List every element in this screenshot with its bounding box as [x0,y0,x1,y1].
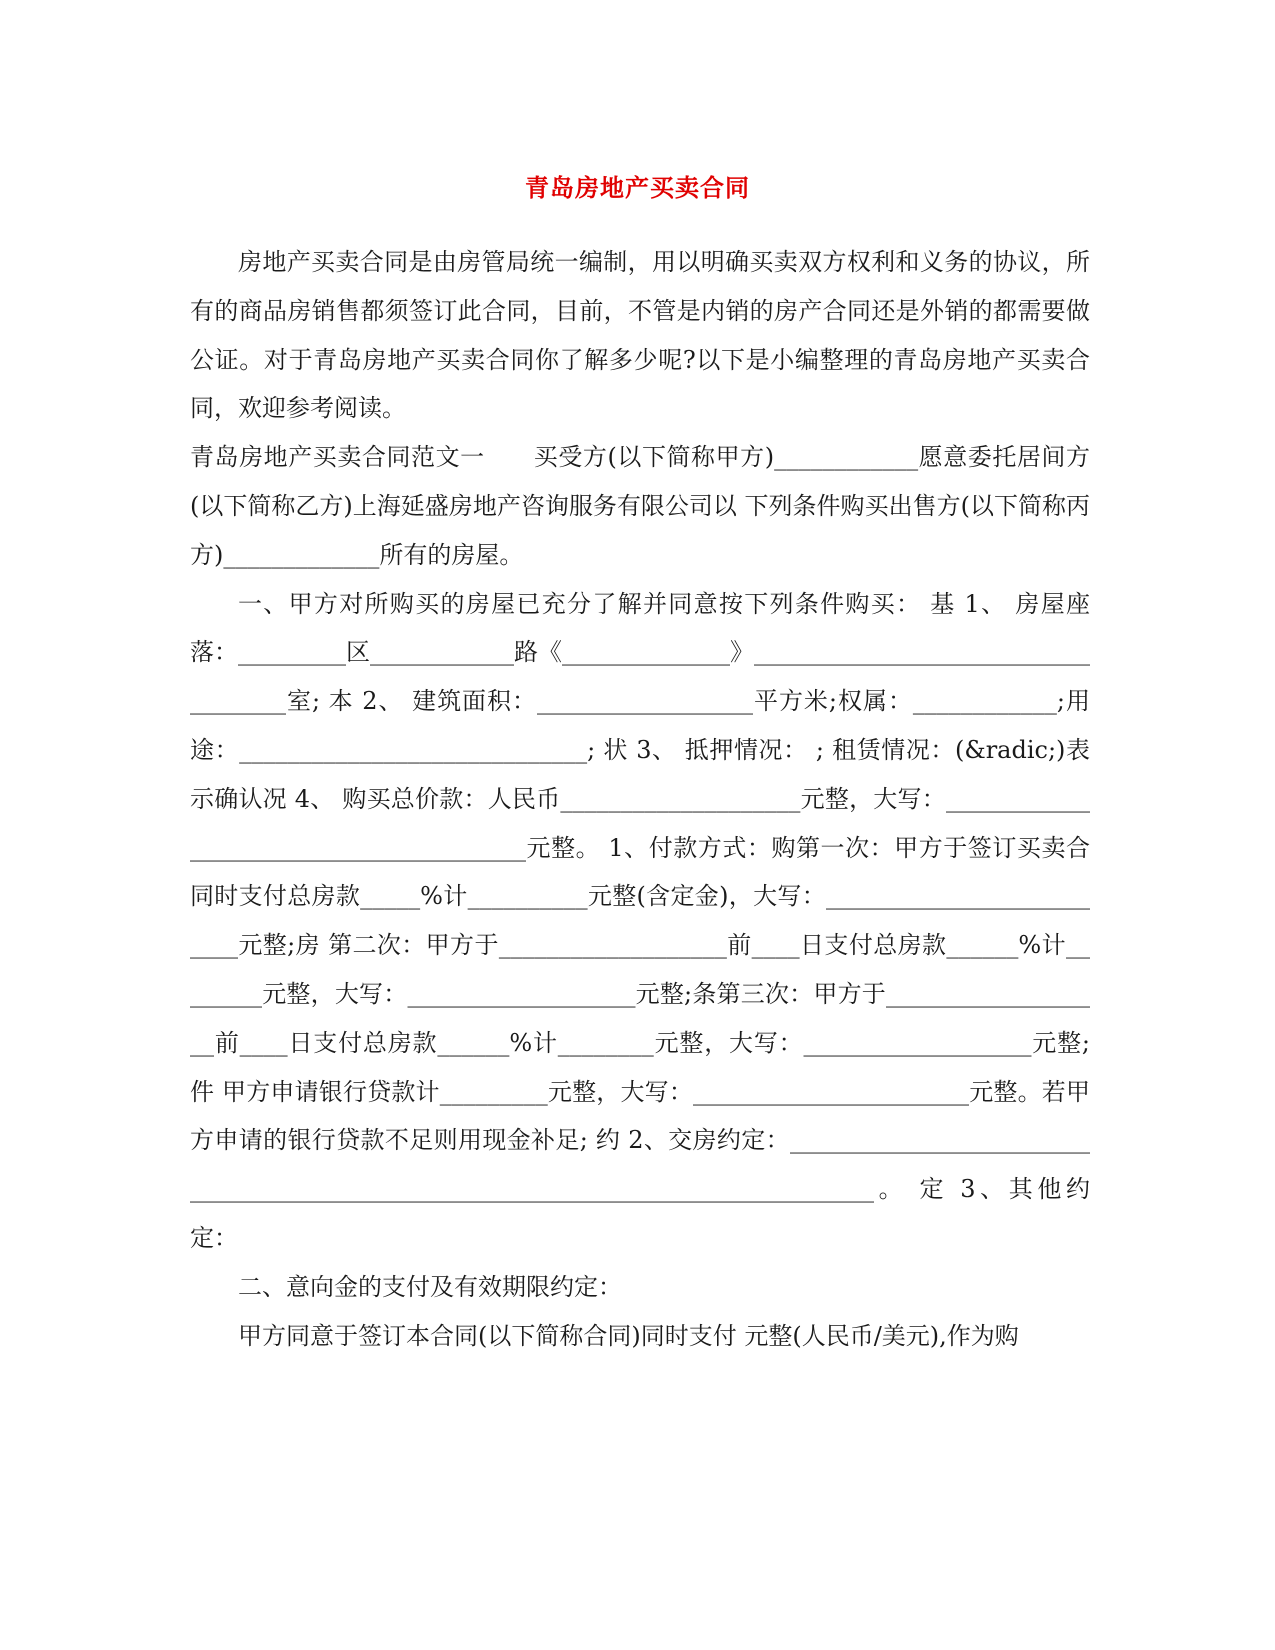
intro-paragraph: 房地产买卖合同是由房管局统一编制，用以明确买卖双方权利和义务的协议，所有的商品房销售都须签订此合同，目前，不管是内销的房产合同还是外销的都需要做公证。对于青岛房地产买卖合同你了解多少呢?以下是小编整理的青岛房地产买卖合同，欢迎参考阅读。 [190,248,1090,423]
section-two-paragraph: 甲方同意于签订本合同(以下简称合同)同时支付 元整(人民币/美元),作为购 [238,1321,1019,1350]
section-one-paragraph: 一、甲方对所购买的房屋已充分了解并同意按下列条件购买： 基 1、 房屋座落：_________区____________路《______________》____________________________________室; 本 2、 建筑面积：__________________平方米;权属：____________;用途：_____________________________; 状 3、 抵押情况： ; 租赁情况：(&radic;)表示确认况 4、 购买总价款：人民币____________________元整，大写：________________________________________元整。 1、付款方式：购第一次：甲方于签订买卖合同时支付总房款_____%计__________元整(含定金)，大写：__________________________元整;房 第二次：甲方于___________________前____日支付总房款______%计________元整，大写：___________________元整;条第三次：甲方于___________________前____日支付总房款______%计________元整，大写：___________________元整;件 甲方申请银行贷款计_________元整，大写：_______________________元整。若甲方申请的银行贷款不足则用现金补足; 约 2、交房约定：__________________________________________________________________________________。 定 3、其他约定： [190,589,1090,1252]
document-title: 青岛房地产买卖合同 [525,173,750,202]
document-body [190,238,1090,1360]
section-two-heading: 二、意向金的支付及有效期限约定： [238,1272,622,1301]
contract-preamble-paragraph: 青岛房地产买卖合同范文一 买受方(以下简称甲方)____________愿意委托居间方(以下简称乙方)上海延盛房地产咨询服务有限公司以 下列条件购买出售方(以下简称丙方)_____________所有的房屋。 [190,443,1090,569]
